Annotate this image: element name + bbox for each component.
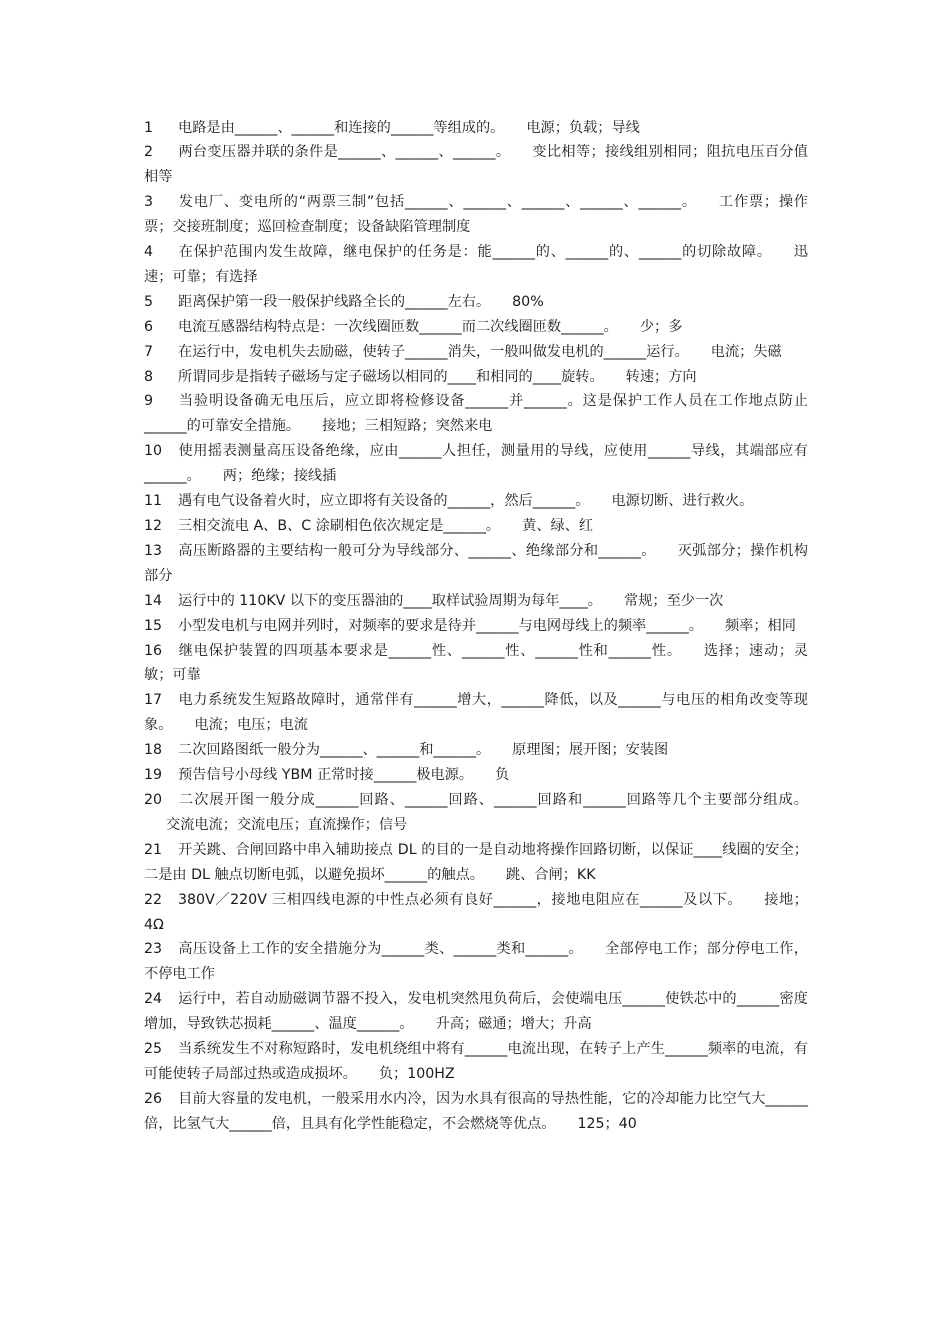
question-number: 13 bbox=[144, 542, 163, 559]
question-text: 小型发电机与电网并列时，对频率的要求是待并______与电网母线上的频率______。 bbox=[178, 617, 703, 634]
question-item bbox=[144, 1037, 808, 1087]
question-text: 目前大容量的发电机，一般采用水内冷，因为水具有很高的导热性能，它的冷却能力比空气大______倍，比氢气大______倍，且具有化学性能稳定，不会燃烧等优点。 bbox=[144, 1090, 808, 1132]
question-number: 4 bbox=[144, 244, 154, 261]
question-answer: 两；绝缘；接线插 bbox=[222, 468, 337, 485]
question-text: 运行中的 110KV 以下的变压器油的____取样试验周期为每年____。 bbox=[178, 592, 602, 609]
question-number: 12 bbox=[144, 518, 163, 534]
question-answer: 频率；相同 bbox=[724, 617, 796, 634]
question-item bbox=[144, 340, 808, 365]
question-item bbox=[144, 539, 808, 589]
question-item bbox=[144, 140, 808, 190]
question-item bbox=[144, 315, 808, 340]
question-answer: 125；40 bbox=[577, 1115, 637, 1132]
question-number: 17 bbox=[144, 692, 163, 709]
question-number: 8 bbox=[144, 368, 154, 385]
question-answer: 全部停电工作；部分停电工作，不停电工作 bbox=[144, 941, 808, 983]
question-answer: 升高；磁通；增大；升高 bbox=[435, 1016, 592, 1033]
question-number: 15 bbox=[144, 617, 163, 634]
question-number: 14 bbox=[144, 592, 163, 609]
question-item bbox=[144, 614, 808, 639]
question-item bbox=[144, 688, 808, 738]
question-answer: 电流；失磁 bbox=[710, 343, 782, 360]
question-item bbox=[144, 240, 808, 290]
question-number: 23 bbox=[144, 941, 163, 958]
question-answer: 接地；三相短路；突然来电 bbox=[322, 418, 493, 435]
question-number: 20 bbox=[144, 791, 163, 808]
question-answer: 常规；至少一次 bbox=[624, 592, 724, 609]
question-answer: 接地；4Ω bbox=[144, 891, 808, 933]
question-text: 380V／220V 三相四线电源的中性点必须有良好______，接地电阻应在______及以下。 bbox=[178, 891, 743, 908]
question-text: 距离保护第一段一般保护线路全长的______左右。 bbox=[178, 293, 491, 310]
question-item bbox=[144, 389, 808, 439]
question-number: 1 bbox=[144, 119, 154, 136]
question-number: 18 bbox=[144, 742, 163, 759]
question-answer: 电源；负载；导线 bbox=[526, 119, 640, 136]
question-item bbox=[144, 365, 808, 390]
question-number: 2 bbox=[144, 144, 154, 161]
question-answer: 负 bbox=[495, 767, 510, 784]
question-item bbox=[144, 1087, 808, 1137]
question-number: 6 bbox=[144, 318, 154, 335]
question-number: 5 bbox=[144, 293, 154, 310]
question-item bbox=[144, 116, 808, 141]
question-item bbox=[144, 788, 808, 838]
question-text: 遇有电气设备着火时，应立即将有关设备的______，然后______。 bbox=[178, 493, 590, 510]
question-number: 10 bbox=[144, 443, 163, 460]
question-number: 26 bbox=[144, 1090, 163, 1107]
question-number: 11 bbox=[144, 493, 163, 510]
question-answer: 80% bbox=[512, 293, 544, 310]
question-text: 运行中，若自动励磁调节器不投入，发电机突然甩负荷后，会使端电压______使铁芯中的______密度增加，导致铁芯损耗______、温度______。 bbox=[144, 991, 808, 1033]
question-number: 9 bbox=[144, 393, 154, 410]
question-item bbox=[144, 439, 808, 489]
question-number: 19 bbox=[144, 767, 163, 784]
question-item bbox=[144, 639, 808, 689]
question-text: 在保护范围内发生故障，继电保护的任务是：能______的、______的、______的切除故障。 bbox=[178, 244, 772, 261]
question-item bbox=[144, 190, 808, 240]
question-text: 高压断路器的主要结构一般可分为导线部分、______、绝缘部分和______。 bbox=[178, 542, 656, 559]
question-item bbox=[144, 589, 808, 614]
question-answer: 工作票；操作票；交接班制度；巡回检查制度；设备缺陷管理制度 bbox=[144, 194, 808, 236]
question-text: 高压设备上工作的安全措施分为______类、______类和______。 bbox=[178, 941, 583, 958]
question-answer: 灭弧部分；操作机构部分 bbox=[144, 542, 808, 584]
question-text: 继电保护装置的四项基本要求是______性、______性、______性和______性。 bbox=[178, 642, 682, 659]
question-answer: 跳、合闸；KK bbox=[505, 866, 596, 883]
question-text: 电力系统发生短路故障时，通常伴有______增大，______降低，以及______与电压的相角改变等现象。 bbox=[144, 692, 808, 734]
question-answer: 电流；电压；电流 bbox=[194, 717, 308, 734]
question-text: 当验明设备确无电压后，应立即将检修设备______并______。这是保护工作人员在工作地点防止______的可靠安全措施。 bbox=[144, 393, 808, 435]
question-text: 电路是由______、______和连接的______等组成的。 bbox=[178, 119, 505, 136]
question-item bbox=[144, 763, 808, 788]
question-text: 两台变压器并联的条件是______、______、______。 bbox=[178, 144, 511, 161]
question-answer: 黄、绿、红 bbox=[522, 518, 594, 534]
question-answer: 少；多 bbox=[639, 318, 683, 335]
question-item bbox=[144, 937, 808, 987]
question-text: 三相交流电 A、B、C 涂刷相色依次规定是______。 bbox=[178, 518, 501, 534]
question-number: 21 bbox=[144, 841, 163, 858]
question-text: 当系统发生不对称短路时，发电机绕组中将有______电流出现，在转子上产生______频率的电流，有可能使转子局部过热或造成损坏。 bbox=[144, 1041, 808, 1082]
question-answer: 电源切断、进行救火。 bbox=[611, 493, 754, 510]
question-number: 24 bbox=[144, 991, 163, 1008]
question-text: 开关跳、合闸回路中串入辅助接点 DL 的目的一是自动地将操作回路切断，以保证____线圈的安全；二是由 DL 触点切断电弧，以避免损坏______的触点。 bbox=[144, 841, 808, 883]
question-text: 使用摇表测量高压设备绝缘，应由______人担任，测量用的导线，应使用______导线，其端部应有______。 bbox=[144, 443, 808, 485]
question-answer: 转速；方向 bbox=[625, 368, 697, 385]
question-answer: 原理图；展开图；安装图 bbox=[512, 742, 669, 759]
question-item bbox=[144, 888, 808, 938]
question-item bbox=[144, 514, 808, 539]
question-item bbox=[144, 987, 808, 1037]
question-text: 电流互感器结构特点是：一次线圈匝数______而二次线圈匝数______。 bbox=[178, 318, 618, 335]
question-number: 16 bbox=[144, 642, 163, 659]
question-text: 发电厂、变电所的“两票三制”包括______、______、______、______、______。 bbox=[178, 194, 697, 211]
question-answer: 负；100HZ bbox=[378, 1065, 455, 1082]
question-text: 所谓同步是指转子磁场与定子磁场以相同的____和相同的____旋转。 bbox=[178, 368, 604, 385]
question-text: 在运行中，发电机失去励磁，使转子______消失，一般叫做发电机的______运行。 bbox=[178, 343, 689, 360]
question-text: 二次展开图一般分成______回路、______回路、______回路和______回路等几个主要部分组成。 bbox=[178, 791, 808, 808]
question-answer: 交流电流；交流电压；直流操作；信号 bbox=[166, 816, 408, 833]
question-number: 7 bbox=[144, 343, 154, 360]
question-item bbox=[144, 290, 808, 315]
question-item bbox=[144, 838, 808, 888]
question-item bbox=[144, 489, 808, 514]
question-text: 二次回路图纸一般分为______、______和______。 bbox=[178, 742, 491, 759]
question-text: 预告信号小母线 YBM 正常时接______极电源。 bbox=[178, 767, 474, 784]
question-number: 22 bbox=[144, 891, 163, 908]
question-answer: 变比相等；接线组别相同；阻抗电压百分值相等 bbox=[144, 144, 808, 186]
question-number: 3 bbox=[144, 194, 154, 211]
question-list bbox=[144, 116, 808, 1137]
question-item bbox=[144, 738, 808, 763]
question-answer: 迅速；可靠；有选择 bbox=[144, 244, 808, 285]
question-answer: 选择；速动；灵敏；可靠 bbox=[144, 642, 808, 684]
question-number: 25 bbox=[144, 1041, 163, 1058]
